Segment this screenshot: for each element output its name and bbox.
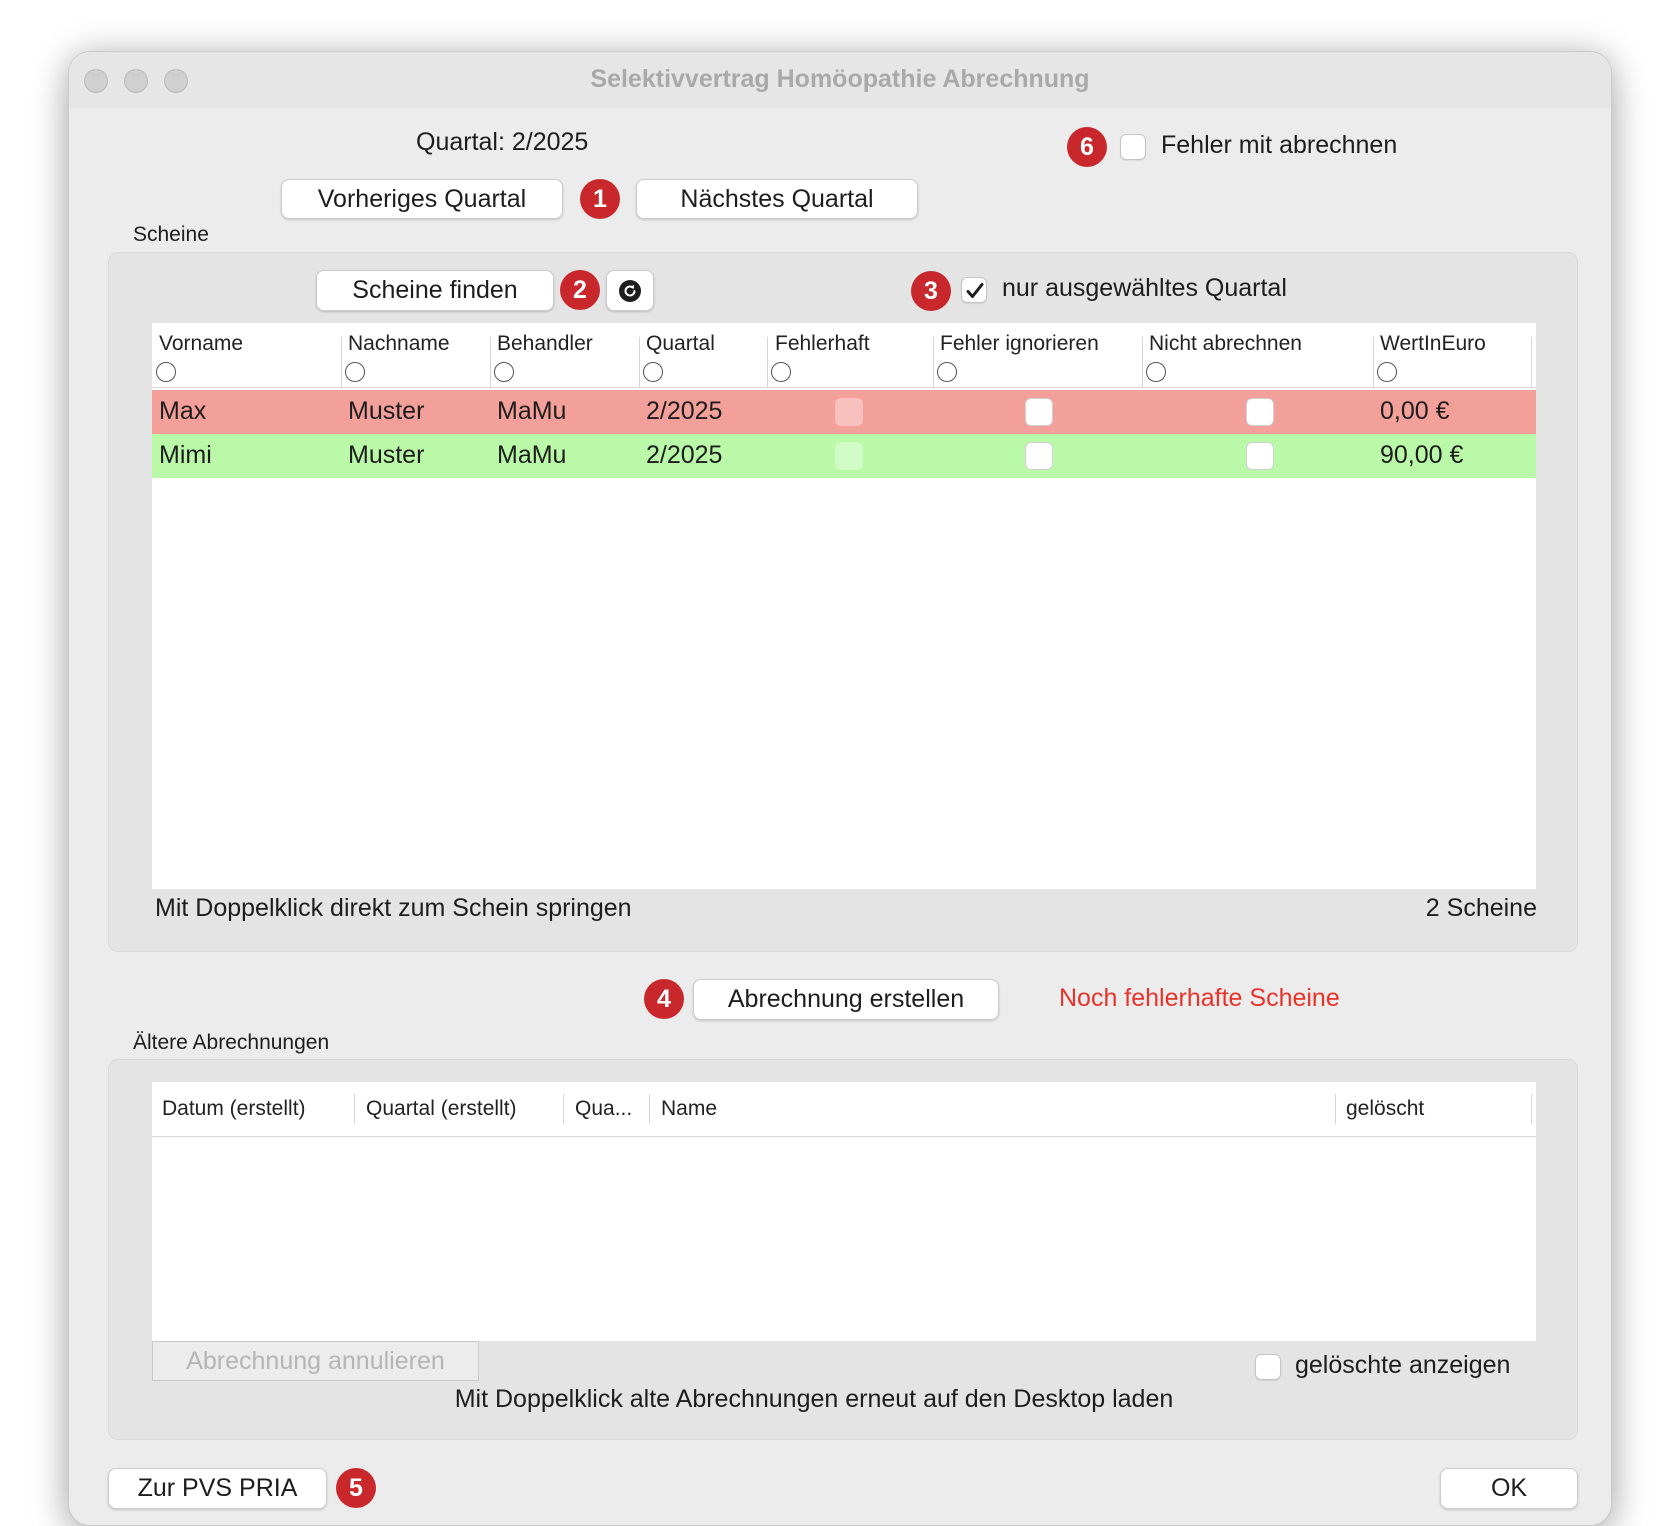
window-title: Selektivvertrag Homöopathie Abrechnung (590, 65, 1090, 93)
aeltere-group (108, 1059, 1578, 1440)
col-header-qua[interactable]: Qua... (575, 1097, 633, 1120)
badge-3: 3 (911, 271, 951, 311)
badge-1: 1 (580, 179, 620, 219)
cell-nachname: Muster (348, 397, 425, 425)
badge-2: 2 (560, 270, 600, 310)
col-header-vorname[interactable]: Vorname (159, 332, 244, 355)
scheine-count: 2 Scheine (1425, 894, 1537, 922)
show-deleted-checkbox[interactable] (1255, 1354, 1281, 1380)
fehler-mit-abrechnen-checkbox[interactable] (1120, 134, 1146, 160)
create-abrechnung-button[interactable]: Abrechnung erstellen (693, 979, 999, 1020)
only-selected-quarter-checkbox[interactable] (961, 277, 987, 303)
previous-quarter-button[interactable]: Vorheriges Quartal (281, 179, 563, 219)
ok-button[interactable]: OK (1440, 1468, 1578, 1509)
scheine-group-label: Scheine (133, 223, 209, 246)
col-header-geloescht[interactable]: gelöscht (1346, 1097, 1425, 1120)
cell-quartal: 2/2025 (646, 441, 723, 469)
cell-nachname: Muster (348, 441, 425, 469)
column-divider (341, 337, 342, 387)
cell-vorname: Max (159, 397, 207, 425)
fehler-mit-abrechnen-label: Fehler mit abrechnen (1161, 131, 1398, 159)
warning-text: Noch fehlerhafte Scheine (1059, 984, 1340, 1012)
refresh-icon (618, 279, 642, 303)
col-header-quartal-erstellt[interactable]: Quartal (erstellt) (366, 1097, 517, 1120)
cell-wert: 90,00 € (1380, 441, 1464, 469)
aeltere-hint: Mit Doppelklick alte Abrechnungen erneut auf den Desktop laden (454, 1385, 1174, 1413)
column-divider (490, 337, 491, 387)
checkmark-icon (962, 278, 988, 304)
filter-radio-quartal[interactable] (643, 362, 663, 382)
cell-quartal: 2/2025 (646, 397, 723, 425)
fehlerhaft-checkbox (835, 442, 863, 470)
cell-wert: 0,00 € (1380, 397, 1450, 425)
scheine-hint: Mit Doppelklick direkt zum Schein springen (155, 894, 632, 922)
badge-5: 5 (336, 1468, 376, 1508)
table-row[interactable] (152, 390, 1536, 434)
column-divider (1531, 337, 1532, 387)
col-header-behandler[interactable]: Behandler (497, 332, 593, 355)
find-scheine-button[interactable]: Scheine finden (316, 270, 554, 311)
filter-radio-behandler[interactable] (494, 362, 514, 382)
column-divider (933, 337, 934, 387)
col-header-datum[interactable]: Datum (erstellt) (162, 1097, 306, 1120)
next-quarter-button[interactable]: Nächstes Quartal (636, 179, 918, 219)
col-header-quartal[interactable]: Quartal (646, 332, 715, 355)
column-divider (1373, 337, 1374, 387)
filter-radio-fehlerhaft[interactable] (771, 362, 791, 382)
fehlerhaft-checkbox (835, 398, 863, 426)
scheine-table[interactable] (152, 323, 1536, 889)
header-divider (152, 1136, 1536, 1137)
column-divider (767, 337, 768, 387)
cancel-abrechnung-button[interactable]: Abrechnung annulieren (152, 1341, 479, 1381)
filter-radio-nachname[interactable] (345, 362, 365, 382)
badge-4: 4 (644, 979, 684, 1019)
only-selected-quarter-label: nur ausgewähltes Quartal (1002, 274, 1287, 302)
filter-radio-wertineuro[interactable] (1377, 362, 1397, 382)
nicht-abrechnen-checkbox[interactable] (1246, 398, 1274, 426)
column-divider (1142, 337, 1143, 387)
aeltere-group-label: Ältere Abrechnungen (133, 1031, 330, 1054)
cell-behandler: MaMu (497, 441, 567, 469)
quartal-label: Quartal: 2/2025 (416, 128, 589, 156)
badge-6: 6 (1067, 127, 1107, 167)
filter-radio-vorname[interactable] (156, 362, 176, 382)
col-header-wertineuro[interactable]: WertInEuro (1380, 332, 1486, 355)
column-divider (354, 1094, 355, 1124)
column-divider (563, 1094, 564, 1124)
column-divider (1335, 1094, 1336, 1124)
zur-pvs-pria-button[interactable]: Zur PVS PRIA (108, 1468, 327, 1509)
cell-vorname: Mimi (159, 441, 212, 469)
scheine-group (108, 252, 1578, 952)
title-bar (69, 52, 1611, 108)
fehler-ignorieren-checkbox[interactable] (1025, 442, 1053, 470)
fehler-ignorieren-checkbox[interactable] (1025, 398, 1053, 426)
header-divider (152, 387, 1536, 388)
filter-radio-fehler-ignorieren[interactable] (937, 362, 957, 382)
column-divider (1531, 1094, 1532, 1124)
table-row[interactable] (152, 434, 1536, 478)
aeltere-table[interactable] (152, 1082, 1536, 1341)
col-header-nicht-abrechnen[interactable]: Nicht abrechnen (1149, 332, 1302, 355)
nicht-abrechnen-checkbox[interactable] (1246, 442, 1274, 470)
col-header-fehlerhaft[interactable]: Fehlerhaft (775, 332, 870, 355)
col-header-name[interactable]: Name (661, 1097, 718, 1120)
refresh-button[interactable] (606, 270, 654, 311)
show-deleted-label: gelöschte anzeigen (1295, 1351, 1511, 1379)
col-header-nachname[interactable]: Nachname (348, 332, 450, 355)
main-window (68, 51, 1612, 1526)
col-header-fehler-ignorieren[interactable]: Fehler ignorieren (940, 332, 1099, 355)
cell-behandler: MaMu (497, 397, 567, 425)
column-divider (639, 337, 640, 387)
filter-radio-nicht-abrechnen[interactable] (1146, 362, 1166, 382)
column-divider (649, 1094, 650, 1124)
